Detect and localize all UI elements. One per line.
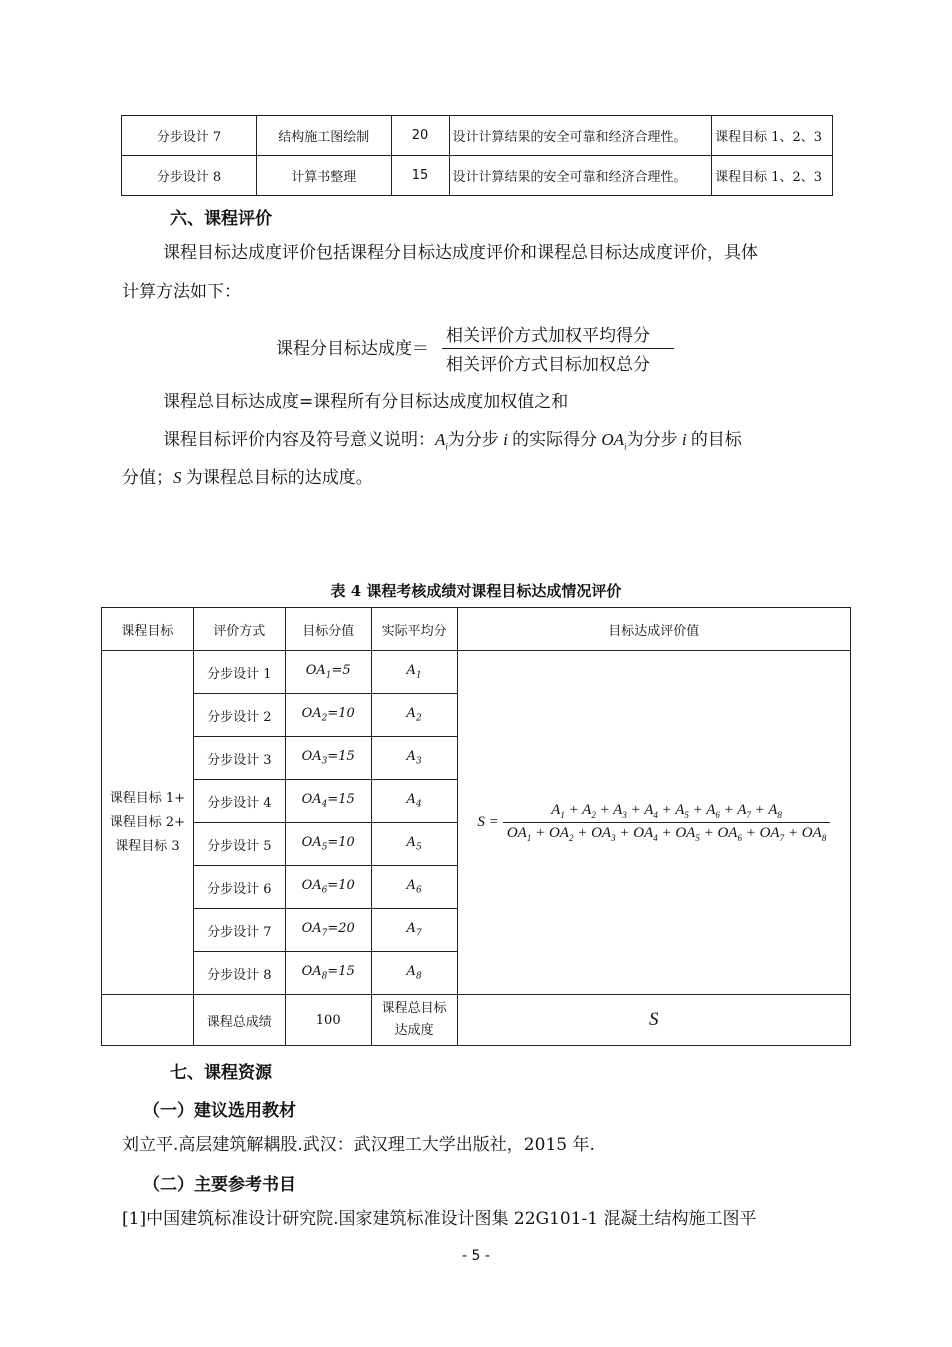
- table-row: [122, 156, 833, 196]
- para3-line2-a: 分值；: [122, 468, 173, 488]
- target-cell: $OA_4=15$: [285, 780, 371, 823]
- formula-lhs: 课程分目标达成度＝: [276, 339, 429, 359]
- content-cell: 计算书整理: [256, 156, 391, 196]
- formula-fraction-bar: [442, 348, 674, 349]
- actual-cell: $A_7$: [371, 909, 457, 952]
- step-cell: 分步设计 8: [122, 156, 257, 196]
- criteria-cell: 设计计算结果的安全可靠和经济合理性。: [449, 116, 712, 156]
- actual-cell: $A_6$: [371, 866, 457, 909]
- target-cell: 课程目标 1、2、3: [712, 116, 833, 156]
- symbol-i: i: [498, 430, 513, 449]
- equation-numerator: $A_1 + A_2 + A_3 + A_4 + A_5 + A_6 + A_7 + A_8$: [551, 802, 782, 820]
- para3-text-c: 的实际得分: [512, 430, 598, 450]
- symbol-ai: $A_i$: [435, 430, 448, 452]
- equation-fraction: [503, 802, 830, 843]
- actual-cell: $A_5$: [371, 823, 457, 866]
- content-cell: 结构施工图绘制: [256, 116, 391, 156]
- target-cell: $OA_5=10$: [285, 823, 371, 866]
- section7-heading: 七、课程资源: [170, 1063, 272, 1083]
- method-cell: 分步设计 6: [193, 866, 285, 909]
- table-row: [102, 651, 851, 694]
- method-cell: 分步设计 3: [193, 737, 285, 780]
- goal-label-cell: 课程目标 1+ 课程目标 2+ 课程目标 3: [102, 651, 194, 995]
- col-header-eval: 目标达成评价值: [457, 608, 850, 651]
- target-cell: $OA_7=20$: [285, 909, 371, 952]
- method-cell: 分步设计 5: [193, 823, 285, 866]
- para3-text-d: 为分步: [626, 430, 678, 450]
- actual-cell: $A_4$: [371, 780, 457, 823]
- target-cell: 课程目标 1、2、3: [712, 156, 833, 196]
- section6-para2: 课程总目标达成度=课程所有分目标达成度加权值之和: [163, 392, 569, 412]
- symbol-i: i: [677, 430, 691, 449]
- actual-cell: $A_8$: [371, 952, 457, 995]
- equation-denominator: $OA_1 + OA_2 + OA_3 + OA_4 + OA_5 + OA_6 + OA_7 + OA_8$: [503, 822, 830, 843]
- target-cell: $OA_6=10$: [285, 866, 371, 909]
- total-label-cell: 课程总成绩: [193, 995, 285, 1046]
- sub-goal-formula: [276, 321, 696, 373]
- criteria-cell: 设计计算结果的安全可靠和经济合理性。: [449, 156, 712, 196]
- table-header-row: [102, 608, 851, 651]
- section6-para1: 课程目标达成度评价包括课程分目标达成度评价和课程总目标达成度评价，具体: [163, 243, 758, 263]
- para3-text-b: 为分步: [447, 430, 499, 450]
- top-table: [121, 115, 833, 196]
- table4: [101, 607, 851, 1046]
- col-header-target: 目标分值: [285, 608, 371, 651]
- formula-denominator: 相关评价方式目标加权总分: [446, 355, 650, 375]
- score-cell: 20: [391, 116, 449, 156]
- equation-lhs: S =: [477, 814, 499, 830]
- reference-1: [1]中国建筑标准设计研究院.国家建筑标准设计图集 22G101-1 混凝土结构施工图平: [122, 1209, 757, 1229]
- col-header-method: 评价方式: [193, 608, 285, 651]
- table-total-row: [102, 995, 851, 1046]
- para3-text-e: 的目标: [690, 430, 742, 450]
- para3-line2-b: 为课程总目标的达成度。: [185, 468, 373, 488]
- section7-sub2: （二）主要参考书目: [143, 1175, 296, 1195]
- target-cell: $OA_2=10$: [285, 694, 371, 737]
- symbol-oai: $OA_i$: [597, 430, 627, 452]
- method-cell: 分步设计 1: [193, 651, 285, 694]
- table4-caption: 表 4 课程考核成绩对课程目标达成情况评价: [330, 582, 622, 600]
- actual-cell: $A_2$: [371, 694, 457, 737]
- total-value-cell: 100: [285, 995, 371, 1046]
- total-empty-cell: [102, 995, 194, 1046]
- textbook-entry: 刘立平.高层建筑解耦股.武汉：武汉理工大学出版社，2015 年.: [122, 1135, 595, 1155]
- step-cell: 分步设计 7: [122, 116, 257, 156]
- table-row: [122, 116, 833, 156]
- equation-cell: [457, 651, 850, 995]
- page-number: - 5 -: [462, 1248, 490, 1264]
- target-cell: $OA_1=5$: [285, 651, 371, 694]
- target-cell: $OA_3=15$: [285, 737, 371, 780]
- method-cell: 分步设计 7: [193, 909, 285, 952]
- target-cell: $OA_8=15$: [285, 952, 371, 995]
- col-header-actual: 实际平均分: [371, 608, 457, 651]
- section7-sub1: （一）建议选用教材: [143, 1101, 296, 1121]
- method-cell: 分步设计 2: [193, 694, 285, 737]
- symbol-s: S: [173, 468, 186, 487]
- col-header-goal: 课程目标: [102, 608, 194, 651]
- actual-cell: $A_3$: [371, 737, 457, 780]
- section6-heading: 六、课程评价: [170, 209, 272, 229]
- method-cell: 分步设计 4: [193, 780, 285, 823]
- actual-cell: $A_1$: [371, 651, 457, 694]
- para3-text-a: 课程目标评价内容及符号意义说明：: [163, 430, 435, 450]
- total-eval-cell: S: [457, 995, 850, 1046]
- section6-para1-cont: 计算方法如下：: [122, 282, 241, 302]
- section6-para3-line2: [122, 466, 373, 490]
- formula-numerator: 相关评价方式加权平均得分: [446, 326, 650, 346]
- score-cell: 15: [391, 156, 449, 196]
- method-cell: 分步设计 8: [193, 952, 285, 995]
- total-actual-cell: 课程总目标达成度: [371, 995, 457, 1046]
- section6-para3: [163, 428, 742, 458]
